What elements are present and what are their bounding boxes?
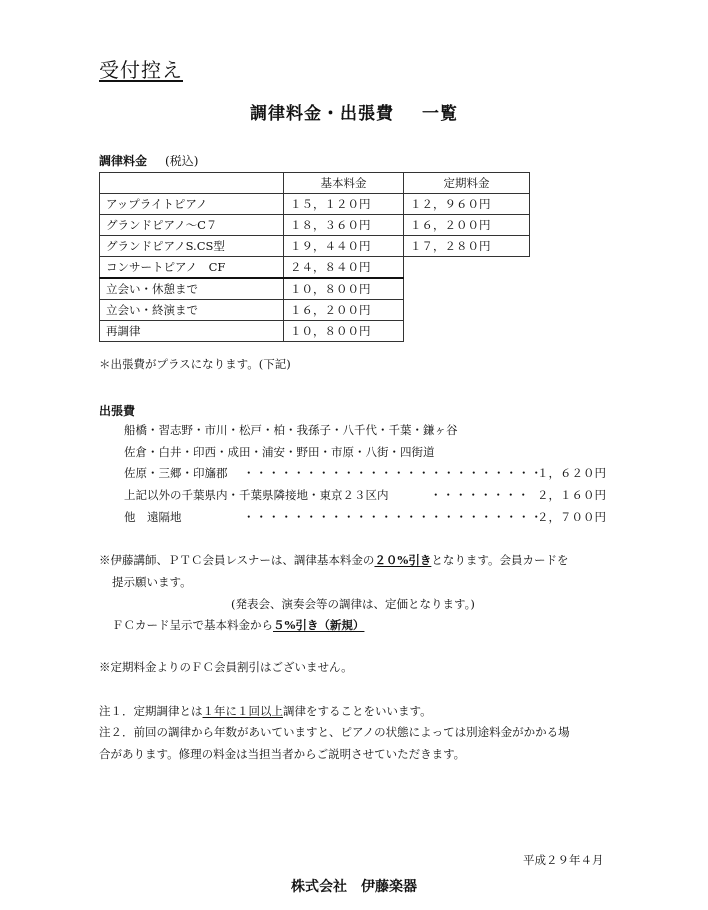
- row-basic: １９，４４０円: [284, 236, 404, 257]
- travel-heading: 出張費: [99, 404, 136, 418]
- table-row: [100, 215, 530, 236]
- row-basic: １５，１２０円: [284, 194, 404, 215]
- note-1: [99, 703, 432, 719]
- row-name: グランドピアノS.CS型: [100, 236, 284, 257]
- row-regular: １７，２８０円: [404, 236, 530, 257]
- fc-discount-rate: ５%引き（新規）: [273, 618, 365, 632]
- row-name: アップライトピアノ: [100, 194, 284, 215]
- row-name: 立会い・休憩まで: [100, 278, 284, 300]
- table-row: [100, 278, 530, 300]
- row-regular-empty: [404, 257, 530, 279]
- row-name: 立会い・終演まで: [100, 300, 284, 321]
- ptc-text-d: 提示願います。: [112, 575, 192, 589]
- ptc-discount-note: [99, 552, 568, 568]
- travel-area-5-price: ２，７００円: [537, 510, 606, 524]
- table-row: [100, 300, 530, 321]
- tuning-fee-table: [99, 172, 530, 342]
- row-basic: １０，８００円: [284, 278, 404, 300]
- tuning-heading: 調律料金: [99, 154, 148, 168]
- row-name: グランドピアノ～C７: [100, 215, 284, 236]
- ptc-text-e: (発表会、演奏会等の調律は、定価となります。): [231, 597, 475, 611]
- row-regular-empty: [404, 321, 530, 342]
- tax-note: (税込): [165, 154, 199, 168]
- row-name: 再調律: [100, 321, 284, 342]
- footer-company: 株式会社 伊藤楽器: [291, 879, 417, 895]
- fc-no-discount-note: ※定期料金よりのＦＣ会員割引はございません。: [99, 660, 353, 674]
- travel-area-3-dots: ・・・・・・・・・・・・・・・・・・・・・・・・: [243, 466, 543, 480]
- travel-area-3-name: 佐原・三郷・印旛郡: [124, 466, 228, 480]
- travel-area-2: 佐倉・白井・印西・成田・浦安・野田・市原・八街・四街道: [124, 445, 435, 459]
- table-header-row: [100, 173, 530, 194]
- header-empty-cell: [100, 173, 284, 194]
- row-basic: １０，８００円: [284, 321, 404, 342]
- table-row: [100, 257, 530, 279]
- title-main: 調律料金・出張費: [250, 104, 394, 124]
- table-row: [100, 236, 530, 257]
- travel-area-5-dots: ・・・・・・・・・・・・・・・・・・・・・・・・: [243, 510, 543, 524]
- row-regular-empty: [404, 278, 530, 300]
- row-regular-empty: [404, 300, 530, 321]
- ptc-discount-rate: ２０%引き: [374, 553, 432, 567]
- note-1-b: １年に１回以上: [202, 704, 283, 718]
- row-basic: １６，２００円: [284, 300, 404, 321]
- travel-area-5-name: 他 遠隔地: [124, 510, 182, 524]
- travel-area-3-price: １，６２０円: [537, 466, 606, 480]
- tuning-heading-row: [99, 152, 198, 169]
- note-1-c: 調律をすることをいいます。: [283, 704, 432, 718]
- fc-discount-note: [112, 617, 364, 633]
- ptc-text-c: となります。会員カードを: [431, 553, 569, 567]
- row-basic: ２４，８４０円: [284, 257, 404, 279]
- row-regular: １２，９６０円: [404, 194, 530, 215]
- receipt-title: 受付控え: [99, 58, 183, 82]
- note-2-a: 注２．前回の調律から年数があいていますと、ピアノの状態によっては別途料金がかかる場: [99, 725, 570, 739]
- tuning-footnote: ＊出張費がプラスになります。(下記): [99, 357, 291, 371]
- footer-date: 平成２９年４月: [523, 853, 604, 867]
- table-row: [100, 321, 530, 342]
- row-regular: １６，２００円: [404, 215, 530, 236]
- table-row: [100, 194, 530, 215]
- ptc-text-a: ※伊藤講師、ＰＴＣ会員レスナーは、調律基本料金の: [99, 553, 375, 567]
- travel-area-4-name: 上記以外の千葉県内・千葉県隣接地・東京２３区内: [124, 488, 389, 502]
- note-2-b: 合があります。修理の料金は当担当者からご説明させていただきます。: [99, 747, 466, 761]
- document-title: [0, 99, 708, 124]
- header-regular: 定期料金: [404, 173, 530, 194]
- fc-text-a: ＦＣカード呈示で基本料金から: [112, 618, 273, 632]
- title-suffix: 一覧: [422, 104, 458, 124]
- header-basic: 基本料金: [284, 173, 404, 194]
- travel-area-4-price: ２，１６０円: [537, 488, 606, 502]
- row-name: コンサートピアノ CF: [100, 257, 284, 279]
- travel-area-1: 船橋・習志野・市川・松戸・柏・我孫子・八千代・千葉・鎌ヶ谷: [124, 423, 458, 437]
- note-1-a: 注１．定期調律とは: [99, 704, 203, 718]
- row-basic: １８，３６０円: [284, 215, 404, 236]
- travel-area-4-dots: ・・・・・・・・: [430, 488, 530, 502]
